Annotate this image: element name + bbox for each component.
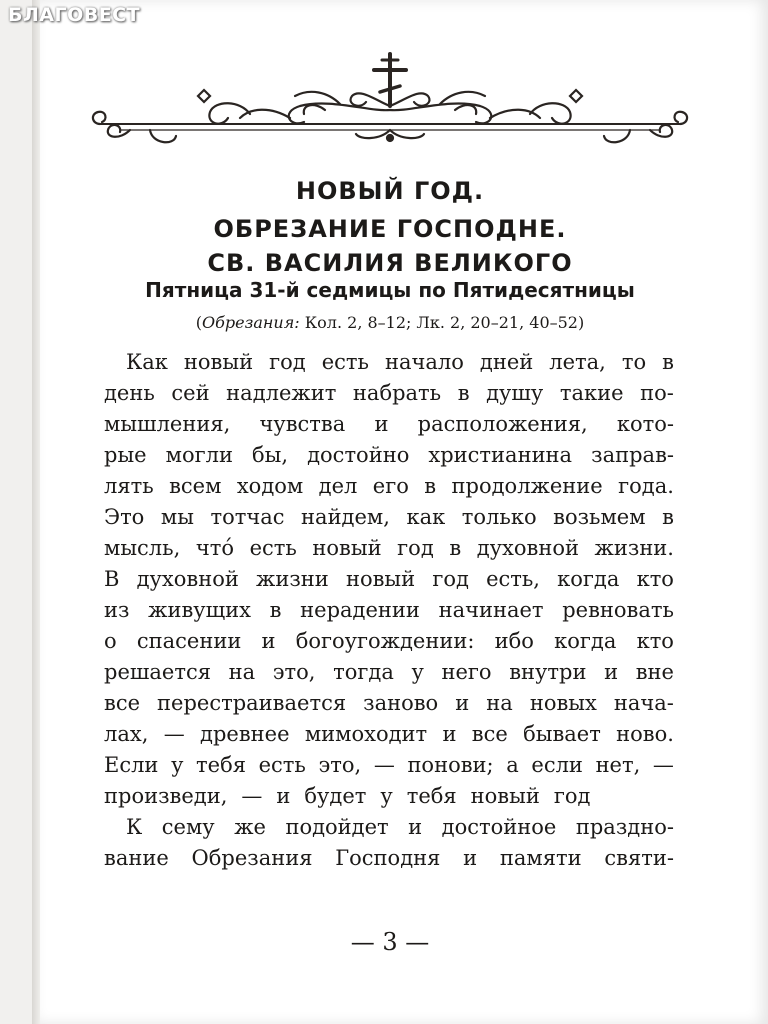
reading-refs: Кол. 2, 8–12; Лк. 2, 20–21, 40–52 xyxy=(304,313,578,332)
title-line-1: НОВЫЙ ГОД. xyxy=(295,177,485,205)
text-line: все перестраивается заново и на новых нача- xyxy=(104,691,674,715)
text-line: о спасении и богоугождении: ибо когда кто xyxy=(104,629,674,653)
watermark-logo: БЛАГОВЕСТ xyxy=(8,4,141,26)
text-line: из живущих в нерадении начинает ревновать xyxy=(104,598,674,622)
text-line: мышления, чувства и расположения, кото- xyxy=(104,412,674,436)
text-line: лять всем ходом дел его в продолжение года. xyxy=(104,474,674,498)
text-line: мысль, что́ есть новый год в духовной жизни. xyxy=(104,536,674,560)
reading-label: Обрезания: xyxy=(202,313,300,332)
text-line: В духовной жизни новый год есть, когда кто xyxy=(104,567,674,591)
text-line: К сему же подойдет и достойное праздно- xyxy=(126,815,674,839)
subtitle: Пятница 31-й седмицы по Пятидесятницы xyxy=(145,278,635,302)
text-line: рые могли бы, достойно христианина заправ- xyxy=(104,443,674,467)
ornament-cross-icon xyxy=(90,48,690,158)
title-line-2: ОБРЕЗАНИЕ ГОСПОДНЕ. xyxy=(213,215,567,243)
text-line: Как новый год есть начало дней лета, то в xyxy=(126,350,674,374)
page-number: — 3 — xyxy=(350,928,430,956)
title-line-3: СВ. ВАСИЛИЯ ВЕЛИКОГО xyxy=(207,249,573,277)
text-line: вание Обрезания Господня и памяти святи- xyxy=(104,846,674,870)
text-line: Если у тебя есть это, — понови; а если нет, — xyxy=(104,753,674,777)
text-line: произведи, — и будет у тебя новый год xyxy=(104,784,591,808)
text-line: Это мы тотчас найдем, как только возьмем в xyxy=(104,505,674,529)
body-text xyxy=(104,347,674,874)
reading-reference: (Обрезания: Кол. 2, 8–12; Лк. 2, 20–21, 40–52) xyxy=(195,313,585,332)
text-line: решается на это, тогда у него внутри и вне xyxy=(104,660,674,684)
text-line: лах, — древнее мимоходит и все бывает ново. xyxy=(104,722,674,746)
text-line: день сей надлежит набрать в душу такие по- xyxy=(104,381,674,405)
